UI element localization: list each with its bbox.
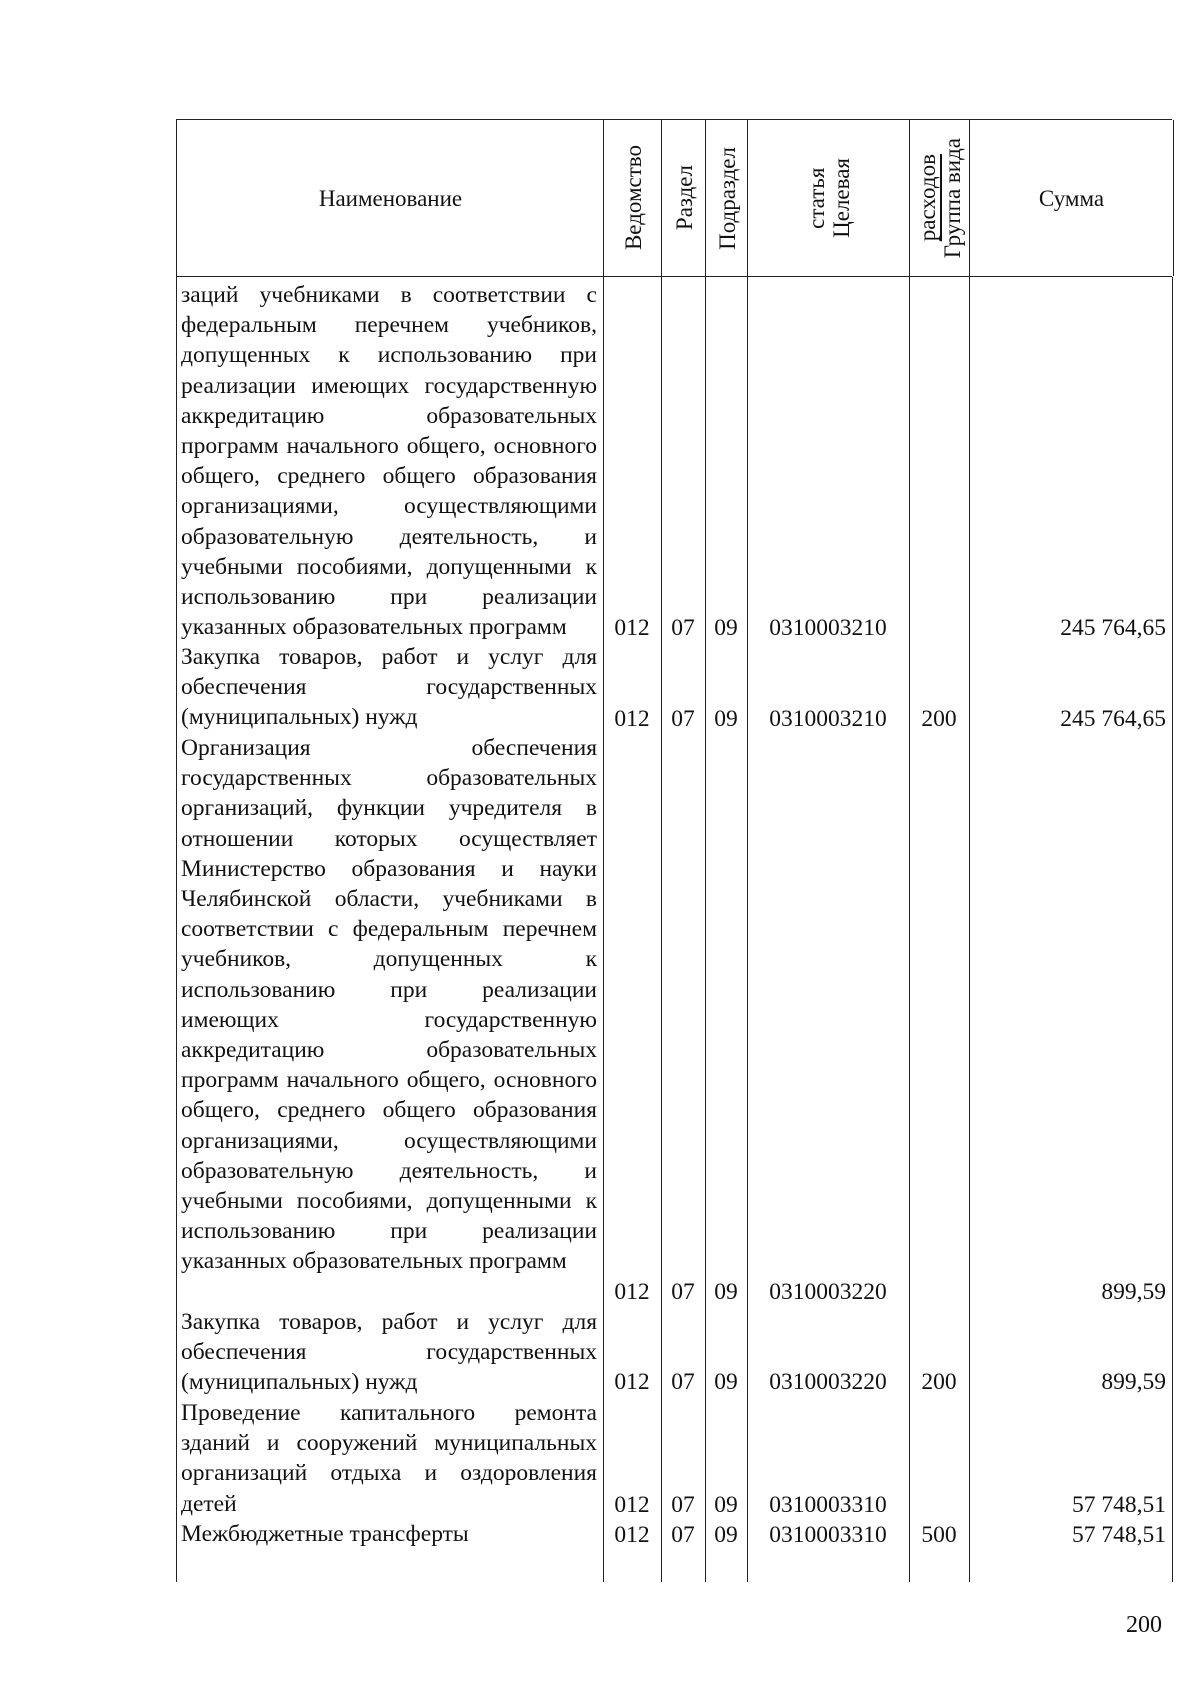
header-vedomstvo-cell [603,120,662,276]
column-divider [176,277,177,1582]
cell-podrazdel: 09 [714,1279,738,1305]
budget-table [176,119,1172,1582]
header-podrazdel: Подраздел [714,146,740,250]
table-row [603,1277,1172,1307]
header-summa: Сумма [1038,185,1105,211]
cell-vedomstvo: 012 [614,1522,650,1548]
cell-summa: 899,59 [1101,1279,1166,1305]
cell-razdel: 07 [671,706,695,732]
header-summa-cell [969,120,1174,276]
row-name: Организация обеспечения государственных образовательных организаций, функции учредителя в отношении которых осуществляет Министерство образования и науки Челябинской области, учебниками в соответствии с федеральным перечнем учебников, допущенных к использованию при реализации имеющих государственную аккредитацию образовательных программ начального общего, основного общего, среднего общего образования организациями, осуществляющими образовательную деятельность, и учебными пособиями, допущенными к использованию при реализации указанных образовательных программ [181,735,597,1275]
cell-summa: 245 764,65 [1060,615,1166,641]
header-gruppa-line1: Группа вида [940,137,965,259]
cell-summa: 57 748,51 [1072,1522,1166,1548]
table-body [176,277,1172,1582]
cell-razdel: 07 [671,1279,695,1305]
header-celevaya-line2: статья [804,167,829,229]
cell-vedomstvo: 012 [614,706,650,732]
header-name: Наименование [318,185,463,211]
header-celevaya-cell [747,120,910,276]
cell-podrazdel: 09 [714,706,738,732]
row-name: Закупка товаров, работ и услуг для обеспечения государственных (муниципальных) нужд [181,644,597,731]
cell-gruppa: 200 [921,1369,957,1395]
table-row [603,1367,1172,1397]
cell-podrazdel: 09 [714,1369,738,1395]
cell-celevaya: 0310003310 [769,1492,887,1518]
page-number: 200 [1126,1612,1162,1638]
cell-podrazdel: 09 [714,1522,738,1548]
cell-vedomstvo: 012 [614,615,650,641]
header-podrazdel-cell [705,120,748,276]
cell-razdel: 07 [671,615,695,641]
name-column-text [181,280,597,1549]
cell-summa: 899,59 [1101,1369,1166,1395]
header-razdel-cell [661,120,706,276]
cell-razdel: 07 [671,1522,695,1548]
cell-razdel: 07 [671,1492,695,1518]
cell-celevaya: 0310003310 [769,1522,887,1548]
row-name: заций учебниками в соответствии с федеральным перечнем учебников, допущенных к использованию при реализации имеющих государственную аккредитацию образовательных программ начального общего, основного общего, среднего общего образования организациями, осуществляющими образовательную деятельность, и учебными пособиями, допущенными к использованию при реализации указанных образовательных программ [181,282,597,641]
cell-summa: 57 748,51 [1072,1492,1166,1518]
cell-celevaya: 0310003210 [769,706,887,732]
cell-vedomstvo: 012 [614,1369,650,1395]
cell-vedomstvo: 012 [614,1279,650,1305]
table-header [176,119,1172,277]
cell-summa: 245 764,65 [1060,706,1166,732]
header-gruppa-cell [909,120,970,276]
table-row [603,1520,1172,1550]
cell-gruppa: 500 [921,1522,957,1548]
cell-celevaya: 0310003220 [769,1279,887,1305]
cell-celevaya: 0310003220 [769,1369,887,1395]
header-gruppa-line2: расходов [915,154,940,242]
header-vedomstvo: Ведомство [620,145,646,251]
row-name: Межбюджетные трансферты [181,1521,469,1547]
table-row [603,613,1172,643]
header-name-cell [176,120,604,276]
cell-celevaya: 0310003210 [769,615,887,641]
cell-podrazdel: 09 [714,615,738,641]
column-divider [1172,277,1173,1582]
table-row [603,1490,1172,1520]
cell-razdel: 07 [671,1369,695,1395]
table-row [603,704,1172,734]
header-celevaya-line1: Целевая [829,158,854,238]
row-name: Проведение капитального ремонта зданий и сооружений муниципальных организаций отдыха и оздоровления детей [181,1400,597,1517]
header-razdel: Раздел [671,165,697,231]
row-name: Закупка товаров, работ и услуг для обеспечения государственных (муниципальных) нужд [181,1309,597,1396]
cell-vedomstvo: 012 [614,1492,650,1518]
cell-podrazdel: 09 [714,1492,738,1518]
cell-gruppa: 200 [921,706,957,732]
